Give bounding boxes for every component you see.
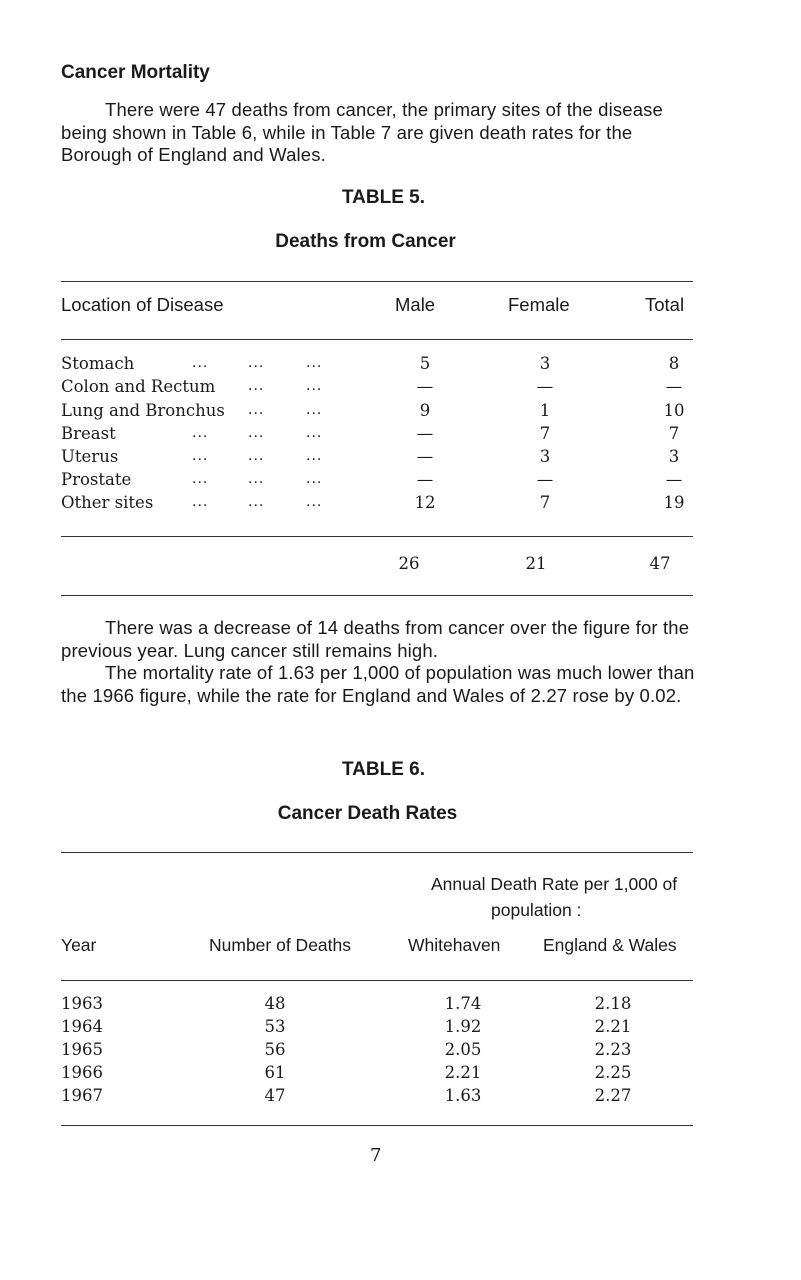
- table6-bottom-rule: [61, 1125, 693, 1126]
- row-male: —: [416, 377, 434, 396]
- row-whitehaven: 2.05: [444, 1040, 482, 1059]
- table6-super-header: Annual Death Rate per 1,000 of: [431, 874, 678, 894]
- leader-dots: ...: [248, 401, 265, 418]
- paragraph-mortality-rate: The mortality rate of 1.63 per 1,000 of population was much lower than the 1966 figure, while the rate for England and Wales of 2.27 rose by 0.02.: [61, 662, 695, 706]
- row-male: 5: [419, 354, 431, 373]
- row-female: —: [536, 470, 554, 489]
- row-total: —: [665, 470, 683, 489]
- row-location: Breast: [61, 424, 116, 443]
- leader-dots: ...: [192, 470, 209, 487]
- table5-header-total: Total: [645, 294, 685, 315]
- row-whitehaven: 2.21: [444, 1063, 482, 1082]
- table5-header-female: Female: [508, 294, 570, 315]
- table6-top-rule: [61, 852, 693, 853]
- row-year: 1966: [61, 1063, 103, 1082]
- row-male: —: [416, 470, 434, 489]
- table5-header-rule: [61, 339, 693, 340]
- leader-dots: ...: [306, 424, 323, 441]
- leader-dots: ...: [306, 377, 323, 394]
- leader-dots: ...: [306, 447, 323, 464]
- row-england-wales: 2.23: [594, 1040, 632, 1059]
- table6-super-header-line2: population :: [491, 900, 582, 920]
- paragraph-decrease: There was a decrease of 14 deaths from cancer over the figure for the previous year. Lung cancer still remains high.: [61, 617, 690, 661]
- table6-header-deaths: Number of Deaths: [209, 935, 352, 955]
- table5-header-location: Location of Disease: [61, 294, 224, 315]
- row-total: 3: [668, 447, 680, 466]
- table5-title: Deaths from Cancer: [275, 231, 456, 252]
- leader-dots: ...: [306, 354, 323, 371]
- row-male: —: [416, 447, 434, 466]
- row-location: Other sites: [61, 493, 154, 512]
- row-female: —: [536, 377, 554, 396]
- row-deaths: 48: [264, 994, 286, 1013]
- row-location: Uterus: [61, 447, 119, 466]
- row-female: 7: [539, 493, 551, 512]
- row-male: —: [416, 424, 434, 443]
- row-year: 1963: [61, 994, 103, 1013]
- row-location: Prostate: [61, 470, 132, 489]
- table6-label: TABLE 6.: [341, 759, 426, 780]
- row-deaths: 56: [264, 1040, 286, 1059]
- table5-body-rule: [61, 536, 693, 537]
- row-female: 3: [539, 447, 551, 466]
- section-title: Cancer Mortality: [61, 62, 210, 83]
- table6-header-whitehaven: Whitehaven: [408, 935, 501, 955]
- row-england-wales: 2.21: [594, 1017, 632, 1036]
- leader-dots: ...: [248, 354, 265, 371]
- page-number: 7: [370, 1145, 382, 1166]
- leader-dots: ...: [306, 401, 323, 418]
- leader-dots: ...: [192, 424, 209, 441]
- row-deaths: 53: [264, 1017, 286, 1036]
- table5-label: TABLE 5.: [341, 187, 426, 208]
- leader-dots: ...: [192, 493, 209, 510]
- table6-header-year: Year: [61, 935, 97, 955]
- table5-top-rule: [61, 281, 693, 282]
- leader-dots: ...: [248, 470, 265, 487]
- row-whitehaven: 1.74: [444, 994, 482, 1013]
- table6-header-rule: [61, 980, 693, 981]
- leader-dots: ...: [248, 377, 265, 394]
- leader-dots: ...: [306, 470, 323, 487]
- row-year: 1965: [61, 1040, 103, 1059]
- row-total: 7: [668, 424, 680, 443]
- row-england-wales: 2.27: [594, 1086, 632, 1105]
- row-england-wales: 2.25: [594, 1063, 632, 1082]
- row-year: 1964: [61, 1017, 103, 1036]
- row-male: 9: [419, 401, 431, 420]
- row-female: 1: [539, 401, 551, 420]
- leader-dots: ...: [306, 493, 323, 510]
- row-location: Lung and Bronchus: [61, 401, 225, 420]
- row-year: 1967: [61, 1086, 103, 1105]
- leader-dots: ...: [248, 424, 265, 441]
- row-female: 3: [539, 354, 551, 373]
- intro-paragraph: There were 47 deaths from cancer, the primary sites of the disease being shown in Table 6, while in Table 7 are given death rates for the Borough of England and Wales.: [61, 99, 663, 165]
- row-male: 12: [414, 493, 436, 512]
- row-deaths: 47: [264, 1086, 286, 1105]
- row-total: —: [665, 377, 683, 396]
- leader-dots: ...: [192, 354, 209, 371]
- row-deaths: 61: [264, 1063, 286, 1082]
- row-whitehaven: 1.63: [444, 1086, 482, 1105]
- table6-header-england-wales: England & Wales: [543, 935, 677, 955]
- table5-header-male: Male: [395, 294, 436, 315]
- row-total: 19: [663, 493, 685, 512]
- leader-dots: ...: [248, 493, 265, 510]
- row-whitehaven: 1.92: [444, 1017, 482, 1036]
- row-total: 10: [663, 401, 685, 420]
- row-female: 7: [539, 424, 551, 443]
- row-england-wales: 2.18: [594, 994, 632, 1013]
- total-male: 26: [398, 554, 420, 573]
- leader-dots: ...: [192, 447, 209, 464]
- table5-bottom-rule: [61, 595, 693, 596]
- row-location: Colon and Rectum: [61, 377, 216, 396]
- table6-title: Cancer Death Rates: [277, 803, 458, 824]
- total-total: 47: [649, 554, 671, 573]
- row-location: Stomach: [61, 354, 135, 373]
- row-total: 8: [668, 354, 680, 373]
- total-female: 21: [525, 554, 547, 573]
- leader-dots: ...: [248, 447, 265, 464]
